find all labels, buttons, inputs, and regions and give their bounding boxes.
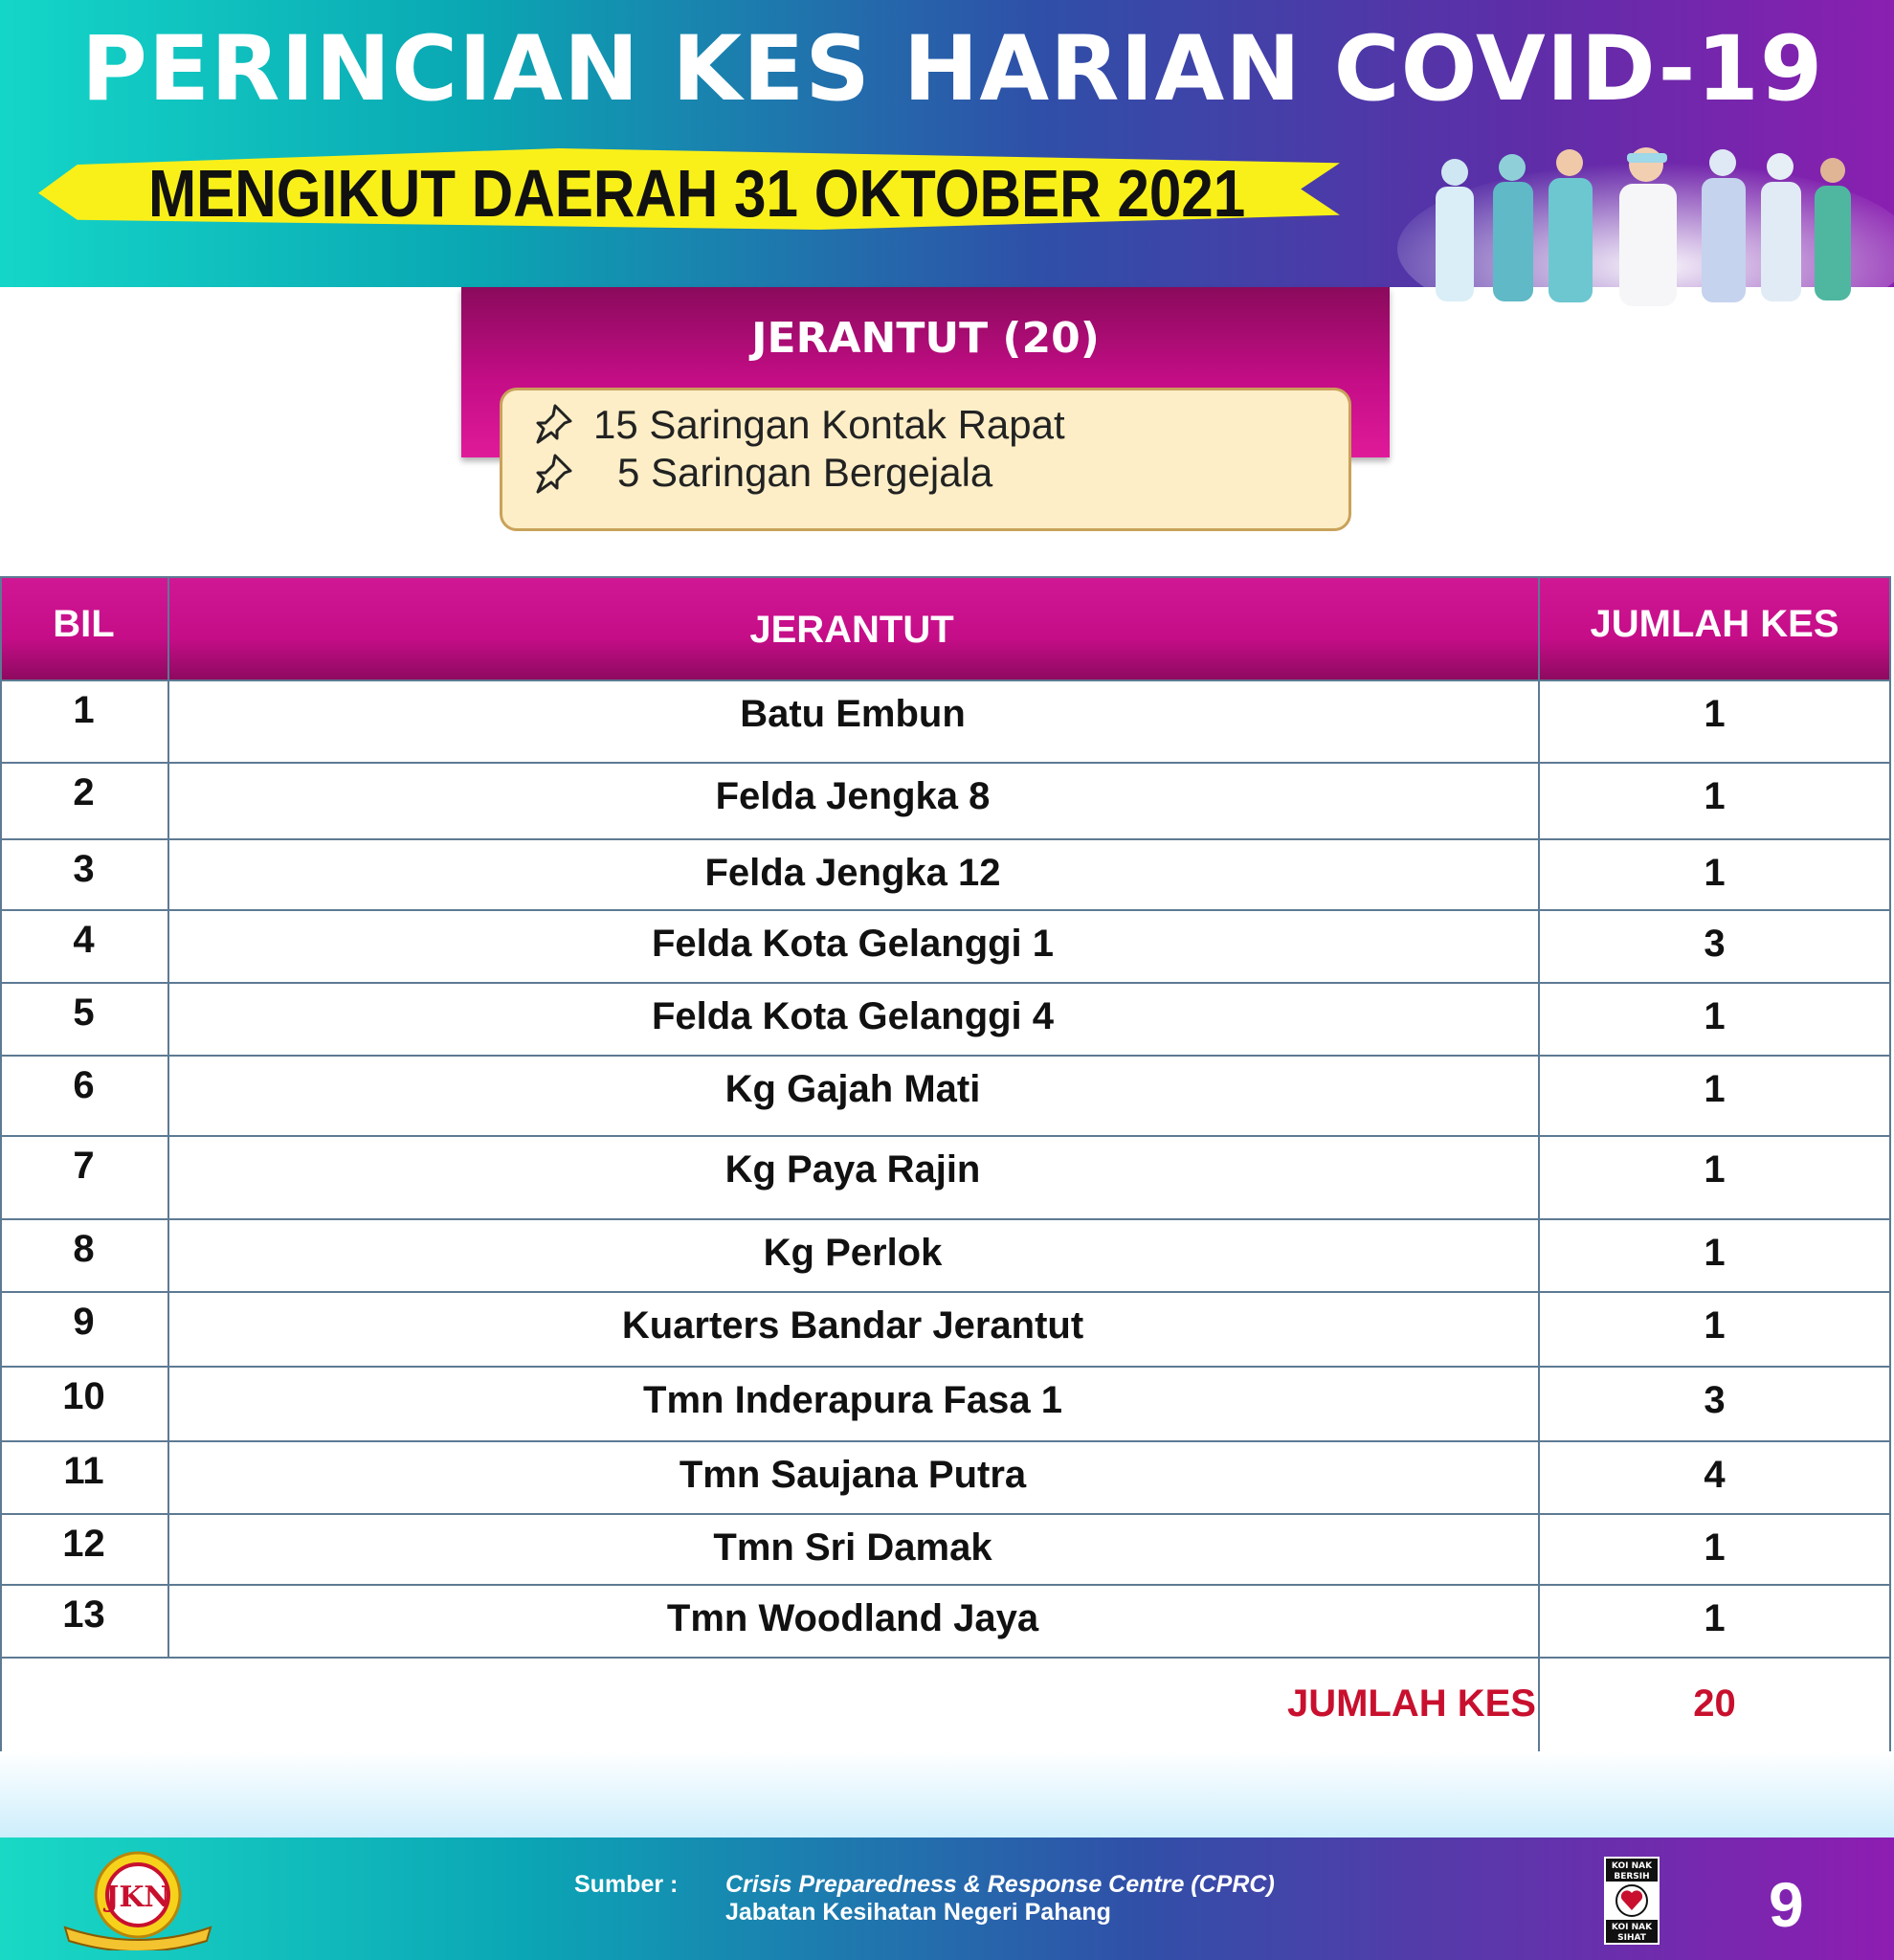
row-number: 8 xyxy=(73,1228,95,1270)
row-number: 2 xyxy=(73,771,95,813)
koi-nak-sihat-logo xyxy=(1604,1857,1660,1945)
row-number: 5 xyxy=(73,991,95,1034)
table-row-divider xyxy=(0,1218,1891,1220)
total-label: JUMLAH KES xyxy=(1286,1682,1536,1725)
row-locality: Tmn Woodland Jaya xyxy=(666,1597,1039,1639)
table-row-divider xyxy=(0,1584,1891,1586)
row-locality: Tmn Inderapura Fasa 1 xyxy=(643,1379,1062,1421)
table-row-divider xyxy=(0,1135,1891,1137)
row-locality: Tmn Sri Damak xyxy=(713,1526,992,1569)
row-number: 9 xyxy=(73,1301,95,1343)
svg-text:BERSIH: BERSIH xyxy=(1614,1872,1650,1882)
row-locality: Kuarters Bandar Jerantut xyxy=(621,1304,1084,1347)
table-row-divider xyxy=(0,762,1891,764)
row-locality: Kg Perlok xyxy=(763,1232,943,1274)
row-number: 3 xyxy=(73,848,95,890)
source-department: Jabatan Kesihatan Negeri Pahang xyxy=(725,1899,1111,1926)
svg-text:SIHAT: SIHAT xyxy=(1617,1933,1646,1943)
table-top-border xyxy=(0,576,1891,578)
page-subtitle: MENGIKUT DAERAH 31 OKTOBER 2021 xyxy=(148,156,1246,231)
column-header-cases: JUMLAH KES xyxy=(1590,603,1839,645)
row-case-count: 1 xyxy=(1704,1526,1726,1569)
row-locality: Felda Kota Gelanggi 4 xyxy=(651,995,1055,1037)
row-number: 4 xyxy=(73,919,95,961)
row-number: 12 xyxy=(62,1523,105,1565)
row-case-count: 1 xyxy=(1704,1232,1726,1274)
row-case-count: 1 xyxy=(1704,1148,1726,1191)
row-case-count: 1 xyxy=(1704,852,1726,894)
row-case-count: 1 xyxy=(1704,1304,1726,1347)
row-locality: Felda Kota Gelanggi 1 xyxy=(651,923,1055,965)
table-row-divider xyxy=(0,679,1891,681)
table-row-divider xyxy=(0,982,1891,984)
page-number: 9 xyxy=(1769,1869,1804,1940)
row-number: 1 xyxy=(73,689,95,731)
source-label: Sumber : xyxy=(574,1871,679,1898)
row-case-count: 3 xyxy=(1704,1379,1726,1421)
table-row-divider xyxy=(0,838,1891,840)
row-case-count: 1 xyxy=(1704,693,1726,735)
row-number: 7 xyxy=(73,1145,95,1187)
bottom-band xyxy=(0,1751,1894,1838)
summary-symptomatic: 5 Saringan Bergejala xyxy=(617,450,993,495)
column-header-bil: BIL xyxy=(53,603,115,645)
row-locality: Kg Gajah Mati xyxy=(724,1068,981,1110)
district-title: JERANTUT (20) xyxy=(751,314,1100,363)
table-row-divider xyxy=(0,1366,1891,1368)
health-workers-illustration xyxy=(1397,134,1894,316)
row-number: 6 xyxy=(73,1064,95,1106)
table-row-divider xyxy=(0,1055,1891,1057)
row-locality: Felda Jengka 8 xyxy=(715,775,991,817)
row-locality: Tmn Saujana Putra xyxy=(679,1454,1027,1496)
source-organization: Crisis Preparedness & Response Centre (CPRC) xyxy=(725,1871,1275,1898)
row-case-count: 1 xyxy=(1704,995,1726,1037)
page-title: PERINCIAN KES HARIAN COVID-19 xyxy=(81,17,1824,122)
row-case-count: 1 xyxy=(1704,775,1726,817)
row-locality: Felda Jengka 12 xyxy=(704,852,1001,894)
table-row-divider xyxy=(0,1440,1891,1442)
row-case-count: 3 xyxy=(1704,923,1726,965)
table-row-divider xyxy=(0,1513,1891,1515)
row-number: 11 xyxy=(63,1450,104,1492)
row-locality: Kg Paya Rajin xyxy=(724,1148,981,1191)
row-locality: Batu Embun xyxy=(740,693,966,735)
row-number: 13 xyxy=(62,1593,105,1636)
table-row-divider xyxy=(0,909,1891,911)
svg-text:KOI NAK: KOI NAK xyxy=(1611,1861,1653,1871)
pushpin-icon xyxy=(528,450,576,498)
table-row-divider xyxy=(0,1291,1891,1293)
row-case-count: 4 xyxy=(1704,1454,1726,1496)
total-value: 20 xyxy=(1693,1682,1736,1725)
summary-close-contact: 15 Saringan Kontak Rapat xyxy=(593,402,1065,447)
svg-text:JKN: JKN xyxy=(105,1881,170,1914)
row-case-count: 1 xyxy=(1704,1068,1726,1110)
row-number: 10 xyxy=(62,1375,105,1417)
column-header-locality: JERANTUT xyxy=(749,609,954,651)
row-case-count: 1 xyxy=(1704,1597,1726,1639)
pushpin-icon xyxy=(528,400,576,448)
table-row-divider xyxy=(0,1657,1891,1659)
jkn-logo xyxy=(56,1845,220,1950)
svg-text:KOI NAK: KOI NAK xyxy=(1611,1923,1653,1932)
